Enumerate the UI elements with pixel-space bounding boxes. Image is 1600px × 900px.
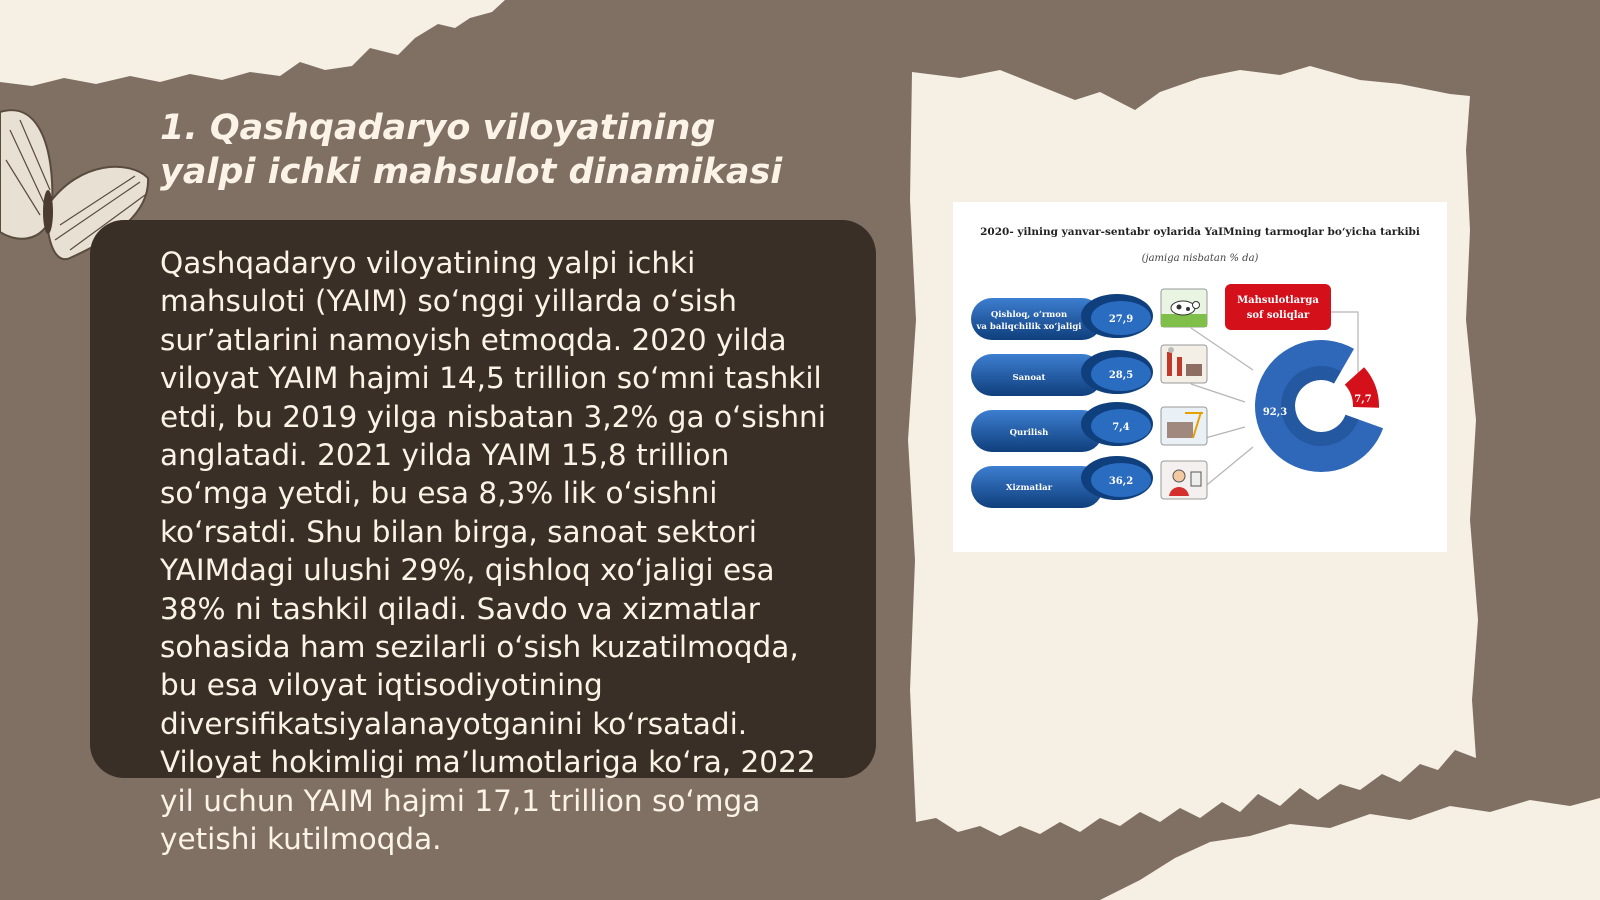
tax-label-line: Mahsulotlarga [1237,295,1319,306]
torn-paper-bottom-right [1100,798,1600,900]
sector-industry [971,345,1207,396]
ring-main-value: 92,3 [1262,407,1288,418]
sector-agriculture [971,289,1207,340]
sector-value: 28,5 [1108,370,1134,381]
tax-label-line: sof soliqlar [1246,310,1310,321]
ring-chart [1255,340,1383,472]
infographic-graphic [953,202,1447,552]
sector-label-line: Xizmatlar [1005,483,1053,493]
gdp-structure-infographic [953,202,1447,552]
sector-value: 36,2 [1108,476,1134,487]
net-taxes-label-box [1225,284,1331,330]
sector-label-line: Qurilish [1009,428,1049,438]
slide-body-text: Qashqadaryo viloyatining yalpi ichki mahsuloti (YAIM) so‘nggi yillarda o‘sish sur’atlarini namoyish etmoqda. 2020 yilda viloyat YAIM hajmi 14,5 trillion so‘mni tashkil etdi, bu 2019 yilga nisbatan 3,2% ga o‘sishni anglatadi. 2021 yilda YAIM 15,8 trillion so‘mga yetdi, bu esa 8,3% lik o‘sishni ko‘rsatdi. Shu bilan birga, sanoat sektori YAIMdagi ulushi 29%, qishloq xo‘jaligi esa 38% ni tashkil qiladi. Savdo va xizmatlar sohasida ham sezilarli o‘sish kuzatilmoqda, bu esa viloyat iqtisodiyotining diversifikatsiyalanayotganini ko‘rsatadi. Viloyat hokimligi ma’lumotlariga ko‘ra, 2022 yil uchun YAIM hajmi 17,1 trillion so‘mga yetishi kutilmoqda. [160,246,826,857]
infographic-subtitle: (jamiga nisbatan % da) [1141,253,1259,264]
sector-value: 27,9 [1108,314,1134,325]
sector-services [971,456,1207,508]
sector-label-line: Sanoat [1012,373,1046,383]
ring-tax-value: 7,7 [1354,394,1372,405]
ring-segment-main-shade [1281,366,1359,446]
service-icon [1161,461,1207,499]
slide-title: 1. Qashqadaryo viloyatining yalpi ichki mahsulot dinamikasi [160,108,783,192]
sector-label-line: Qishloq, o‘rmon [990,310,1068,320]
cow-icon [1161,289,1207,327]
sector-label-line: va baliqchilik xo‘jaligi [976,322,1082,332]
sector-construction [971,402,1207,452]
factory-icon [1161,345,1207,383]
construction-icon [1161,407,1207,445]
infographic-title: 2020- yilning yanvar-sentabr oylarida YaIMning tarmoqlar bo‘yicha tarkibi [980,226,1420,238]
torn-paper-top-left [0,0,505,86]
sector-value: 7,4 [1112,422,1130,433]
